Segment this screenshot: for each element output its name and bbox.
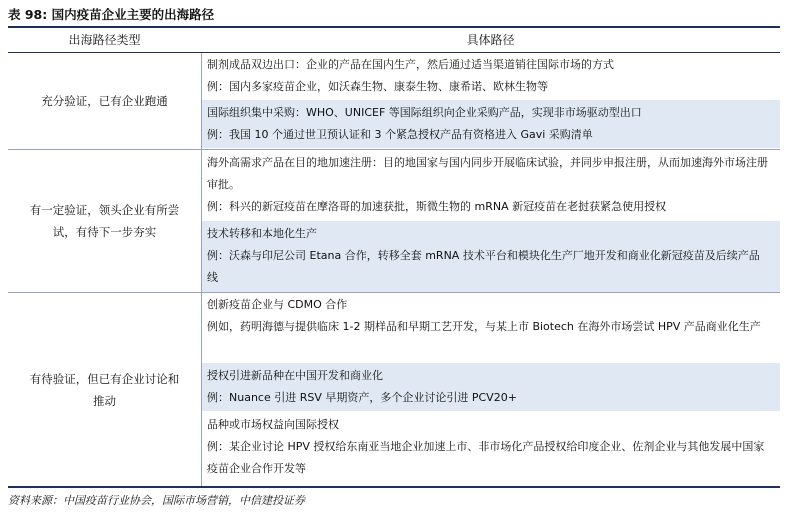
path-example: 例：国内多家疫苗企业，如沃森生物、康泰生物、康希诺、欧林生物等 [207,80,548,93]
path-group [202,412,780,486]
path-example: 例如，药明海德与提供临床 1-2 期样品和早期工艺开发，与某上市 Biotech 在海外市场尝试 HPV 产品商业化生产 [207,320,761,333]
table-bottom-rule [8,486,780,488]
path-group [202,100,780,148]
path-example: 例：Nuance 引进 RSV 早期资产，多个企业讨论引进 PCV20+ [207,391,517,404]
path-group [202,53,780,99]
path-heading: 海外高需求产品在目的地加速注册：目的地国家与国内同步开展临床试验，并同步申报注册，从而加速海外市场注册审批。 [207,156,768,191]
path-group [202,150,780,220]
path-heading: 创新疫苗企业与 CDMO 合作 [207,298,348,311]
table-row [8,150,780,292]
path-heading: 授权引进新品种在中国开发和商业化 [207,369,383,382]
path-type-cell [8,53,201,149]
path-heading: 品种或市场权益向国际授权 [207,418,339,431]
path-type-text: 有一定验证，领头企业有所尝试，有待下一步夯实 [29,203,180,239]
path-example: 例：沃森与印尼公司 Etana 合作，转移全套 mRNA 技术平台和模块化生产厂地开发和商业化新冠疫苗及后续产品线 [207,249,760,284]
path-group [202,363,780,411]
path-example: 例：科兴的新冠疫苗在摩洛哥的加速获批，斯微生物的 mRNA 新冠疫苗在老挝获紧急使用授权 [207,200,667,213]
path-example: 例：我国 10 个通过世卫预认证和 3 个紧急授权产品有资格进入 Gavi 采购清单 [207,128,593,141]
path-type-cell [8,293,201,486]
path-type-cell [8,150,201,292]
path-type-text: 有待验证，但已有企业讨论和推动 [29,371,180,408]
path-heading: 技术转移和本地化生产 [207,227,317,240]
table-title: 表 98: 国内疫苗企业主要的出海路径 [8,7,215,22]
path-example: 例：某企业讨论 HPV 授权给东南亚当地企业加速上市、非市场化产品授权给印度企业、佐剂企业与其他发展中国家疫苗企业合作开发等 [207,440,765,475]
path-heading: 国际组织集中采购：WHO、UNICEF 等国际组织向企业采购产品，实现非市场驱动型出口 [207,106,642,119]
header-path-type: 出海路径类型 [68,33,141,47]
table-row [8,293,780,486]
header-specific-path: 具体路径 [466,33,515,47]
source-note: 资料来源：中国疫苗行业协会，国际市场营销，中信建投证券 [8,494,305,507]
table-header [8,28,780,52]
path-group [202,221,780,292]
path-type-text: 充分验证，已有企业跑通 [41,94,168,108]
path-heading: 制剂成品双边出口：企业的产品在国内生产，然后通过适当渠道销往国际市场的方式 [207,58,614,71]
table-row [8,53,780,149]
path-group [202,293,780,362]
